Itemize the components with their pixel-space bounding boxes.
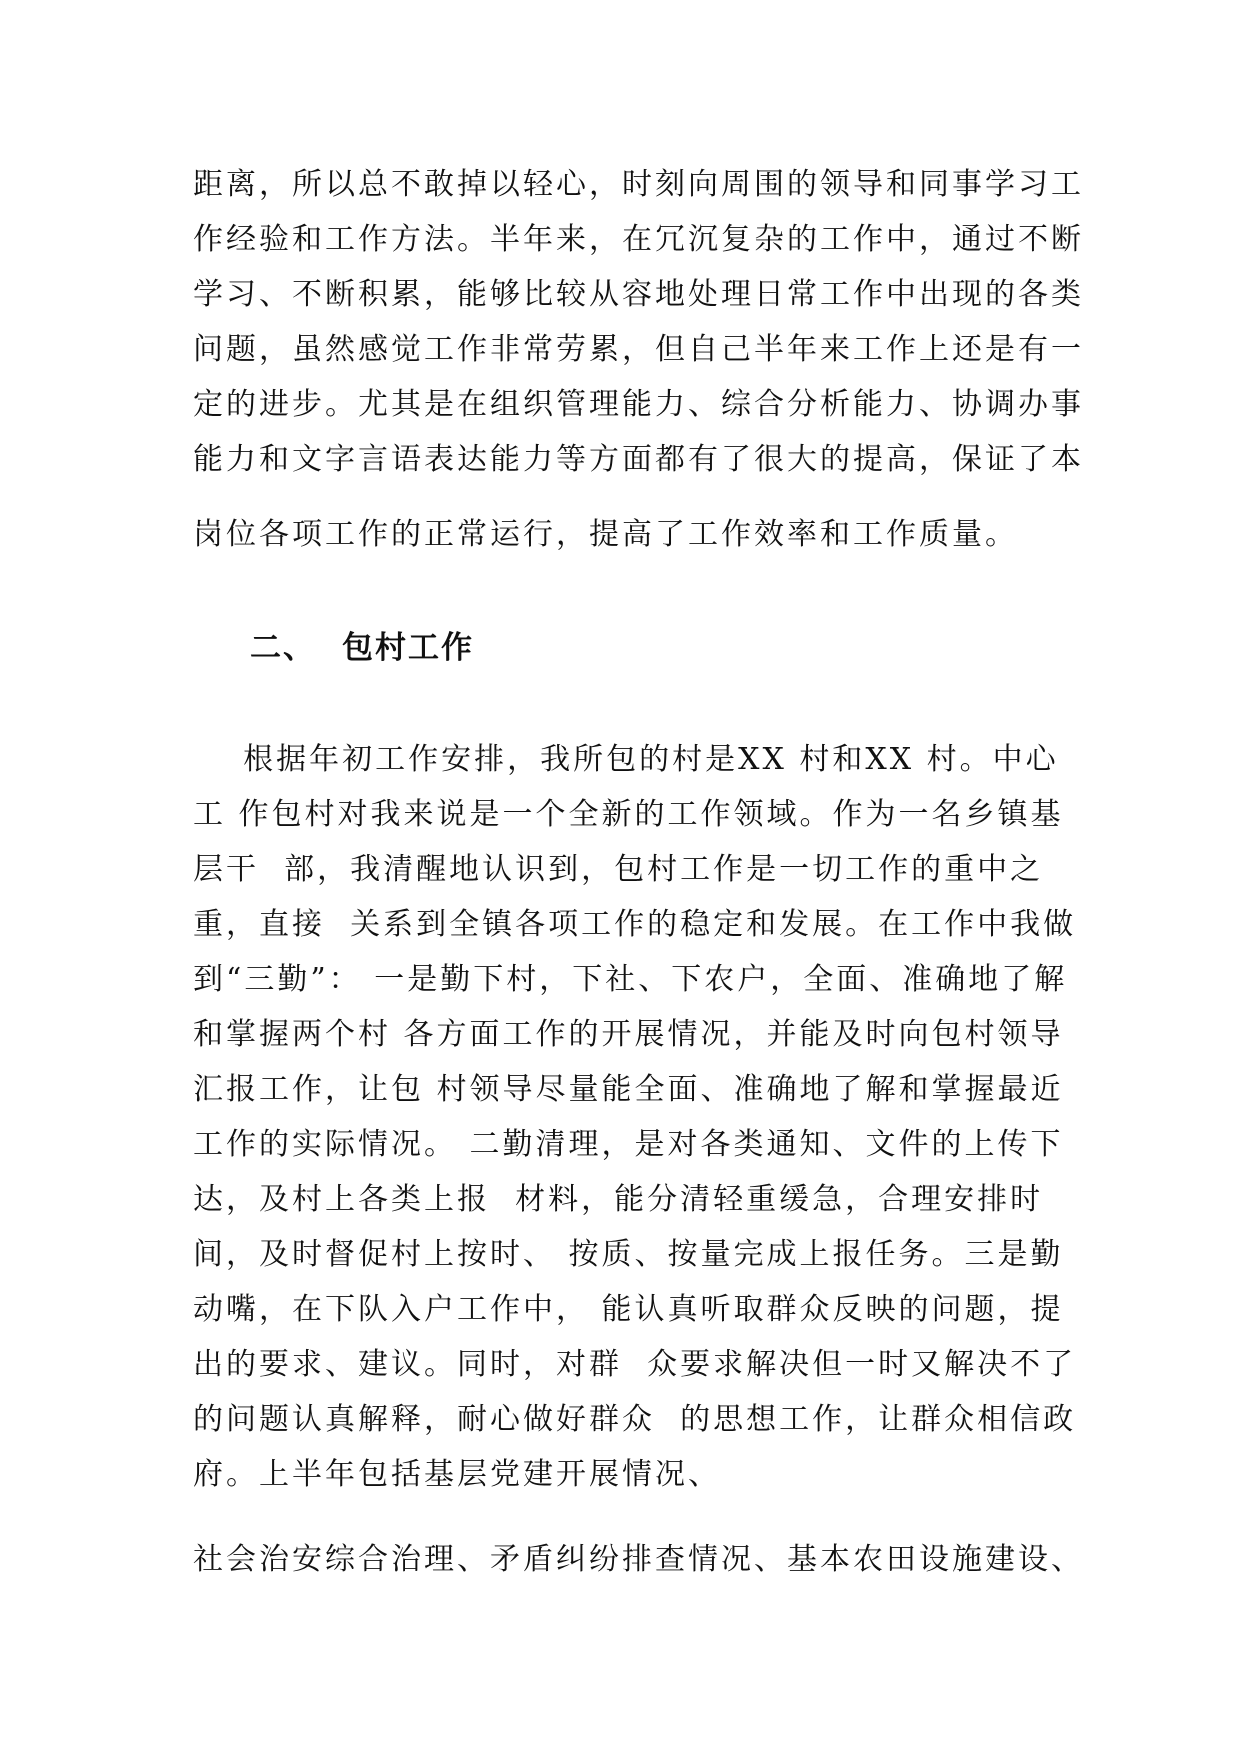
text-line: 层干 部，我清醒地认识到，包村工作是一切工作的重中之 [193,852,1044,887]
text-line: 社会治安综合治理、矛盾纠纷排查情况、基本农田设施建设、 [193,1542,1084,1577]
text-line: 府。上半年包括基层党建开展情况、 [193,1457,721,1492]
text-line: 重，直接 关系到全镇各项工作的稳定和发展。在工作中我做 [193,907,1077,942]
text-line: 间，及时督促村上按时、 按质、按量完成上报任务。三是勤 [193,1237,1064,1272]
text-line: 工作的实际情况。 二勤清理，是对各类通知、文件的上传下 [193,1127,1064,1162]
text-line: 的问题认真解释，耐心做好群众 的思想工作，让群众相信政 [193,1402,1077,1437]
text-line: 作经验和工作方法。半年来，在冗沉复杂的工作中，通过不断 [193,222,1084,257]
text-line: 根据年初工作安排，我所包的村是XX 村和XX 村。中心 [193,742,1059,777]
text-line: 岗位各项工作的正常运行，提高了工作效率和工作质量。 [193,517,1018,552]
text-line: 到“三勤”： 一是勤下村，下社、下农户，全面、准确地了解 [193,962,1068,997]
text-line: 和掌握两个村 各方面工作的开展情况，并能及时向包村领导 [193,1017,1064,1052]
text-line: 出的要求、建议。同时，对群 众要求解决但一时又解决不了 [193,1347,1077,1382]
section-title: 包村工作 [342,630,474,666]
text-line: 动嘴，在下队入户工作中， 能认真听取群众反映的问题，提 [193,1292,1064,1327]
text-line: 能力和文字言语表达能力等方面都有了很大的提高，保证了本 [193,442,1084,477]
text-line: 学习、不断积累，能够比较从容地处理日常工作中出现的各类 [193,277,1084,312]
text-line: 定的进步。尤其是在组织管理能力、综合分析能力、协调办事 [193,387,1084,422]
text-line: 达，及村上各类上报 材料，能分清轻重缓急，合理安排时 [193,1182,1044,1217]
text-line: 工 作包村对我来说是一个全新的工作领域。作为一名乡镇基 [193,797,1064,832]
section-number: 二、 [250,630,316,666]
text-line: 汇报工作，让包 村领导尽量能全面、准确地了解和掌握最近 [193,1072,1064,1107]
section-heading [250,628,474,668]
text-line: 距离，所以总不敢掉以轻心，时刻向周围的领导和同事学习工 [193,167,1084,202]
text-line: 问题，虽然感觉工作非常劳累，但自己半年来工作上还是有一 [193,332,1084,367]
